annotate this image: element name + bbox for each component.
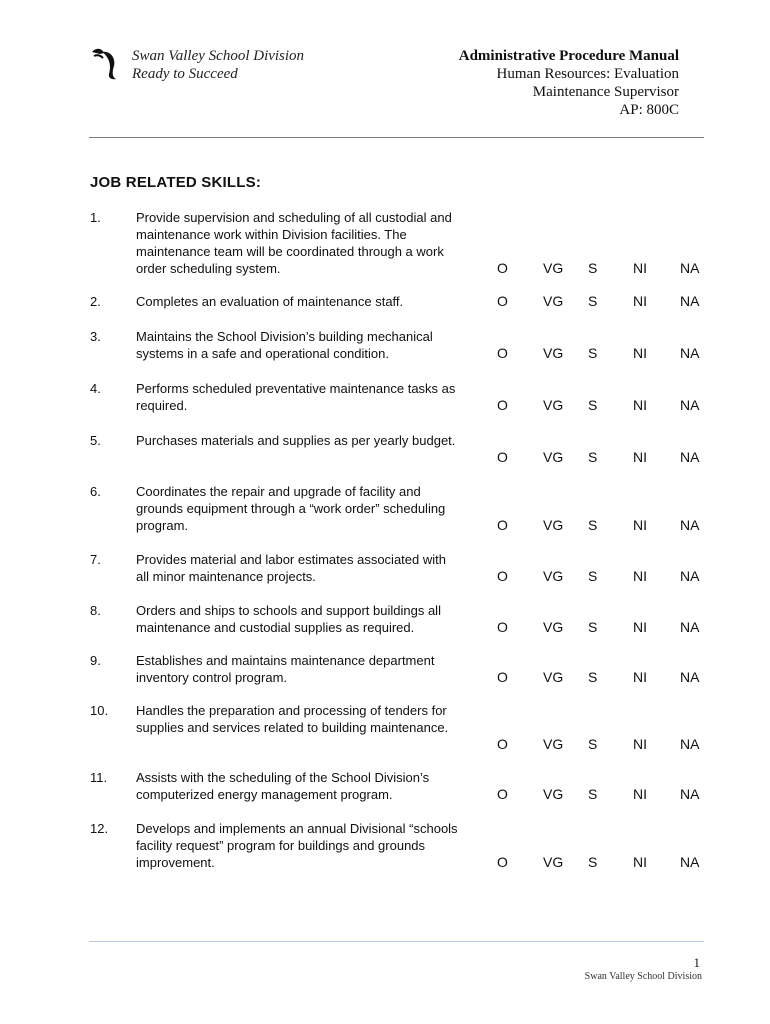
- skill-number: 12.: [90, 821, 109, 836]
- skill-item: [0, 293, 770, 310]
- rating-na: NA: [680, 786, 700, 802]
- rating-vg: VG: [543, 786, 564, 802]
- rating-o: O: [497, 669, 508, 685]
- rating-s: S: [588, 854, 598, 870]
- rating-na: NA: [680, 397, 700, 413]
- skill-number: 4.: [90, 381, 101, 396]
- skill-number: 9.: [90, 653, 101, 668]
- rating-vg: VG: [543, 736, 564, 752]
- rating-s: S: [588, 786, 598, 802]
- rating-o: O: [497, 345, 508, 361]
- skill-item: [0, 820, 770, 871]
- rating-o: O: [497, 568, 508, 584]
- skill-description: Develops and implements an annual Divisional “schools facility request” program for buildings and grounds improvement.: [136, 821, 458, 870]
- skill-number: 2.: [90, 294, 101, 309]
- skill-number: 6.: [90, 484, 101, 499]
- manual-subtitle-2: Maintenance Supervisor: [532, 84, 679, 100]
- rating-vg: VG: [543, 345, 564, 361]
- rating-ni: NI: [633, 260, 647, 276]
- rating-vg: VG: [543, 669, 564, 685]
- organization-tagline: Ready to Succeed: [132, 66, 238, 82]
- rating-ni: NI: [633, 619, 647, 635]
- rating-na: NA: [680, 260, 700, 276]
- manual-subtitle-1: Human Resources: Evaluation: [496, 66, 679, 82]
- rating-ni: NI: [633, 293, 647, 309]
- rating-ni: NI: [633, 517, 647, 533]
- organization-block: [132, 47, 304, 83]
- rating-vg: VG: [543, 854, 564, 870]
- skill-description: Provide supervision and scheduling of all custodial and maintenance work within Division facilities. The maintenance team will be coordinated through a work order scheduling system.: [136, 210, 452, 276]
- rating-na: NA: [680, 568, 700, 584]
- skill-item: [0, 769, 770, 803]
- rating-na: NA: [680, 345, 700, 361]
- skill-number: 1.: [90, 210, 101, 225]
- page-number: 1: [693, 955, 700, 970]
- footer-divider: [89, 941, 704, 942]
- skill-description: Assists with the scheduling of the School Division’s computerized energy management program.: [136, 770, 430, 802]
- skill-item: [0, 652, 770, 686]
- footer-organization: Swan Valley School Division: [584, 971, 702, 982]
- manual-header: [459, 47, 679, 119]
- rating-na: NA: [680, 669, 700, 685]
- rating-vg: VG: [543, 517, 564, 533]
- skill-description: Purchases materials and supplies as per yearly budget.: [136, 433, 456, 448]
- rating-s: S: [588, 568, 598, 584]
- rating-o: O: [497, 736, 508, 752]
- rating-o: O: [497, 397, 508, 413]
- skill-number: 7.: [90, 552, 101, 567]
- skill-description: Handles the preparation and processing of tenders for supplies and services related to building maintenance.: [136, 703, 449, 735]
- rating-s: S: [588, 260, 598, 276]
- rating-o: O: [497, 517, 508, 533]
- rating-s: S: [588, 517, 598, 533]
- skill-number: 8.: [90, 603, 101, 618]
- skill-description: Orders and ships to schools and support buildings all maintenance and custodial supplies as required.: [136, 603, 441, 635]
- header-divider: [89, 137, 704, 138]
- rating-s: S: [588, 669, 598, 685]
- rating-ni: NI: [633, 397, 647, 413]
- rating-ni: NI: [633, 345, 647, 361]
- rating-na: NA: [680, 293, 700, 309]
- skill-item: [0, 209, 770, 277]
- skill-description: Establishes and maintains maintenance department inventory control program.: [136, 653, 435, 685]
- rating-s: S: [588, 293, 598, 309]
- skill-description: Completes an evaluation of maintenance staff.: [136, 294, 404, 309]
- skill-item: [0, 483, 770, 534]
- rating-s: S: [588, 397, 598, 413]
- rating-o: O: [497, 854, 508, 870]
- skill-item: [0, 380, 770, 414]
- rating-vg: VG: [543, 293, 564, 309]
- rating-s: S: [588, 619, 598, 635]
- skill-item: [0, 432, 770, 466]
- rating-o: O: [497, 619, 508, 635]
- rating-na: NA: [680, 449, 700, 465]
- skill-number: 11.: [90, 770, 108, 785]
- rating-o: O: [497, 293, 508, 309]
- procedure-code: AP: 800C: [619, 102, 679, 118]
- organization-name: Swan Valley School Division: [132, 48, 305, 64]
- rating-vg: VG: [543, 260, 564, 276]
- skill-description: Provides material and labor estimates associated with all minor maintenance projects.: [136, 552, 446, 584]
- rating-ni: NI: [633, 786, 647, 802]
- rating-ni: NI: [633, 669, 647, 685]
- skill-number: 10.: [90, 703, 109, 718]
- rating-s: S: [588, 736, 598, 752]
- rating-o: O: [497, 786, 508, 802]
- rating-vg: VG: [543, 619, 564, 635]
- rating-ni: NI: [633, 736, 647, 752]
- rating-ni: NI: [633, 449, 647, 465]
- skill-item: [0, 328, 770, 362]
- skill-item: [0, 702, 770, 753]
- rating-vg: VG: [543, 568, 564, 584]
- skill-description: Coordinates the repair and upgrade of facility and grounds equipment through a “work order” scheduling program.: [136, 484, 446, 533]
- skill-number: 3.: [90, 329, 101, 344]
- rating-o: O: [497, 449, 508, 465]
- rating-ni: NI: [633, 568, 647, 584]
- rating-na: NA: [680, 854, 700, 870]
- skill-number: 5.: [90, 433, 101, 448]
- rating-vg: VG: [543, 397, 564, 413]
- rating-s: S: [588, 449, 598, 465]
- rating-na: NA: [680, 517, 700, 533]
- rating-ni: NI: [633, 854, 647, 870]
- rating-s: S: [588, 345, 598, 361]
- swan-logo-icon: [90, 44, 124, 82]
- rating-vg: VG: [543, 449, 564, 465]
- rating-o: O: [497, 260, 508, 276]
- skill-description: Maintains the School Division’s building mechanical systems in a safe and operational condition.: [136, 329, 433, 361]
- skill-item: [0, 551, 770, 585]
- skill-description: Performs scheduled preventative maintenance tasks as required.: [136, 381, 456, 413]
- manual-title: Administrative Procedure Manual: [458, 48, 679, 64]
- rating-na: NA: [680, 619, 700, 635]
- rating-na: NA: [680, 736, 700, 752]
- logo: [90, 44, 124, 82]
- skill-item: [0, 602, 770, 636]
- section-title: JOB RELATED SKILLS:: [90, 174, 262, 191]
